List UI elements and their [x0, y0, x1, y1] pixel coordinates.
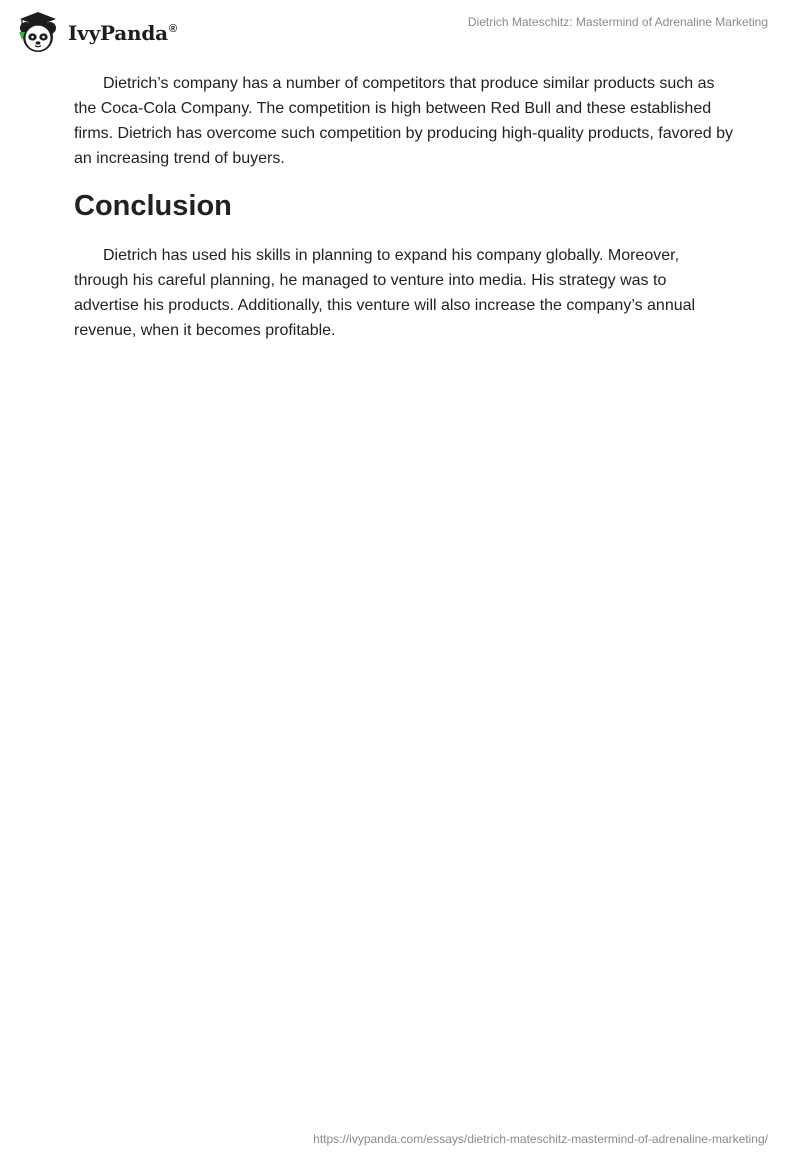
registered-mark: ®: [168, 23, 177, 35]
ivypanda-logo[interactable]: [14, 8, 177, 56]
source-url-link[interactable]: https://ivypanda.com/essays/dietrich-mateschitz-mastermind-of-adrenaline-marketing/: [313, 1132, 768, 1146]
panda-graduation-cap-icon: [14, 8, 62, 56]
body-paragraph-competitors: Dietrich’s company has a number of competitors that produce similar products such as the Coca-Cola Company. The competition is high between Red Bull and these established firms. Dietrich has overcome such competition by producing high-quality products, favored by an increasing trend of buyers.: [74, 75, 733, 167]
document-running-title: Dietrich Mateschitz: Mastermind of Adrenaline Marketing: [467, 15, 768, 29]
brand-name: IvyPanda®: [68, 21, 177, 45]
document-body: [74, 71, 734, 343]
body-paragraph-conclusion: Dietrich has used his skills in planning to expand his company globally. Moreover, through his careful planning, he managed to venture into media. His strategy was to advertise his products. Additionally, this venture will also increase the company’s annual revenue, when it becomes profitable.: [74, 247, 696, 339]
section-heading-conclusion: Conclusion: [74, 190, 232, 222]
page-header: [0, 0, 800, 62]
